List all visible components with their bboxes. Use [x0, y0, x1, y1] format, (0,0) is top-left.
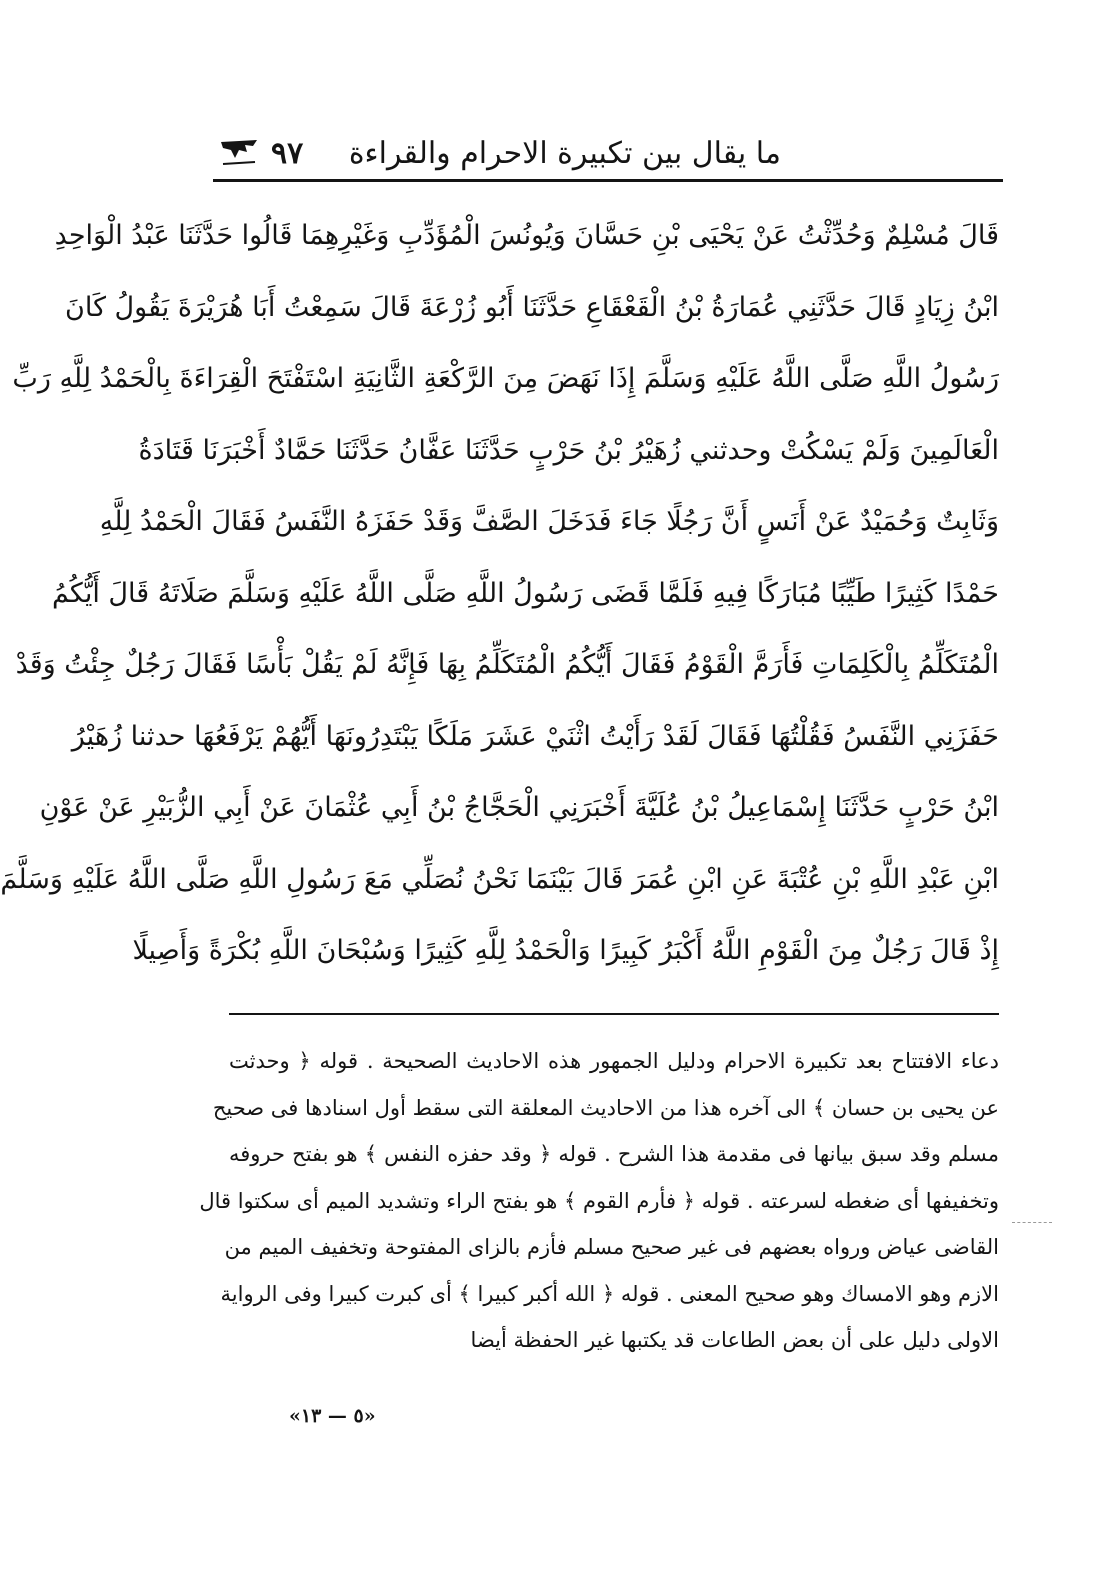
text-line: ابْنُ زِيَادٍ قَالَ حَدَّثَنِي عُمَارَةُ بْنُ الْقَعْقَاعِ حَدَّثَنَا أَبُو زُرْعَةَ قَالَ سَمِعْتُ أَبَا هُرَيْرَةَ يَقُولُ كَانَ [65, 291, 999, 323]
commentary-line: الاولى دليل على أن بعض الطاعات قد يكتبها غير الحفظة أيضا [470, 1328, 999, 1352]
text-line: ابْنِ عَبْدِ اللَّهِ بْنِ عُتْبَةَ عَنِ ابْنِ عُمَرَ قَالَ بَيْنَمَا نَحْنُ نُصَلِّي مَعَ رَسُولِ اللَّهِ صَلَّى اللَّهُ عَلَيْهِ وَسَلَّمَ [0, 863, 999, 895]
margin-mark [1012, 1222, 1052, 1224]
text-line: رَسُولُ اللَّهِ صَلَّى اللَّهُ عَلَيْهِ وَسَلَّمَ إِذَا نَهَضَ مِنَ الرَّكْعَةِ الثَّانِيَةِ اسْتَفْتَحَ الْقِرَاءَةَ بِالْحَمْدُ لِلَّهِ رَبِّ [12, 363, 999, 394]
page-number: ٩٧ [271, 136, 304, 171]
section-divider [229, 1013, 999, 1015]
commentary-text [199, 1038, 999, 1364]
text-line: حَفَزَنِي النَّفَسُ فَقُلْتُهَا فَقَالَ لَقَدْ رَأَيْتُ اثْنَيْ عَشَرَ مَلَكًا يَبْتَدِرُونَهَا أَيُّهُمْ يَرْفَعُهَا حدثنا زُهَيْرُ [71, 720, 999, 752]
text-line: حَمْدًا كَثِيرًا طَيِّبًا مُبَارَكًا فِيهِ فَلَمَّا قَضَى رَسُولُ اللَّهِ صَلَّى اللَّهُ عَلَيْهِ وَسَلَّمَ صَلَاتَهُ قَالَ أَيُّكُمُ [51, 577, 999, 609]
commentary-line: الازم وهو الامساك وهو صحيح المعنى . قوله ﴿ الله أكبر كبيرا ﴾ أى كبرت كبيرا وفى الرواية [220, 1281, 999, 1306]
text-line: الْعَالَمِينَ وَلَمْ يَسْكُتْ وحدثني زُهَيْرُ بْنُ حَرْبٍ حَدَّثَنَا عَفَّانُ حَدَّثَنَا حَمَّادٌ أَخْبَرَنَا قَتَادَةُ [138, 434, 999, 466]
commentary-line: عن يحيى بن حسان ﴾ الى آخره هذا من الاحاديث المعلقة التى سقط أول اسنادها فى صحيح [212, 1095, 999, 1120]
corner-ornament-icon [217, 136, 261, 170]
page-header [213, 128, 1003, 180]
text-line: الْمُتَكَلِّمُ بِالْكَلِمَاتِ فَأَرَمَّ الْقَوْمُ فَقَالَ أَيُّكُمُ الْمُتَكَلِّمُ بِهَا فَإِنَّهُ لَمْ يَقُلْ بَأْسًا فَقَالَ رَجُلٌ جِئْتُ وَقَدْ [15, 649, 999, 680]
text-line: وَثَابِتٌ وَحُمَيْدٌ عَنْ أَنَسٍ أَنَّ رَجُلًا جَاءَ فَدَخَلَ الصَّفَّ وَقَدْ حَفَزَهُ النَّفَسُ فَقَالَ الْحَمْدُ لِلَّهِ [99, 506, 999, 537]
commentary-line: القاضى عياض ورواه بعضهم فى غير صحيح مسلم فأزم بالزاى المفتوحة وتخفيف الميم من [224, 1235, 999, 1259]
header-rule [213, 179, 1003, 182]
text-line: إِذْ قَالَ رَجُلٌ مِنَ الْقَوْمِ اللَّهُ أَكْبَرُ كَبِيرًا وَالْحَمْدُ لِلَّهِ كَثِيرًا وَسُبْحَانَ اللَّهِ بُكْرَةً وَأَصِيلًا [132, 935, 999, 966]
running-title: ما يقال بين تكبيرة الاحرام والقراءة [348, 136, 781, 171]
commentary-line: مسلم وقد سبق بيانها فى مقدمة هذا الشرح . قوله ﴿ وقد حفزه النفس ﴾ هو بفتح حروفه [229, 1142, 999, 1166]
hadith-text [0, 200, 999, 987]
printer-signature: «٥ — ١٣» [289, 1405, 376, 1427]
commentary-line: وتخفيفها أى ضغطه لسرعته . قوله ﴿ فأرم القوم ﴾ هو بفتح الراء وتشديد الميم أى سكتوا قال [199, 1188, 999, 1213]
text-line: ابْنُ حَرْبٍ حَدَّثَنَا إِسْمَاعِيلُ بْنُ عُلَيَّةَ أَخْبَرَنِي الْحَجَّاجُ بْنُ أَبِي عُثْمَانَ عَنْ أَبِي الزُّبَيْرِ عَنْ عَوْنِ [39, 792, 999, 823]
text-line: قَالَ مُسْلِمٌ وَحُدِّثْتُ عَنْ يَحْيَى بْنِ حَسَّانَ وَيُونُسَ الْمُؤَدِّبِ وَغَيْرِهِمَا قَالُوا حَدَّثَنَا عَبْدُ الْوَاحِدِ [54, 220, 999, 251]
commentary-line: دعاء الافتتاح بعد تكبيرة الاحرام ودليل الجمهور هذه الاحاديث الصحيحة . قوله ﴿ وحدثت [229, 1049, 999, 1073]
